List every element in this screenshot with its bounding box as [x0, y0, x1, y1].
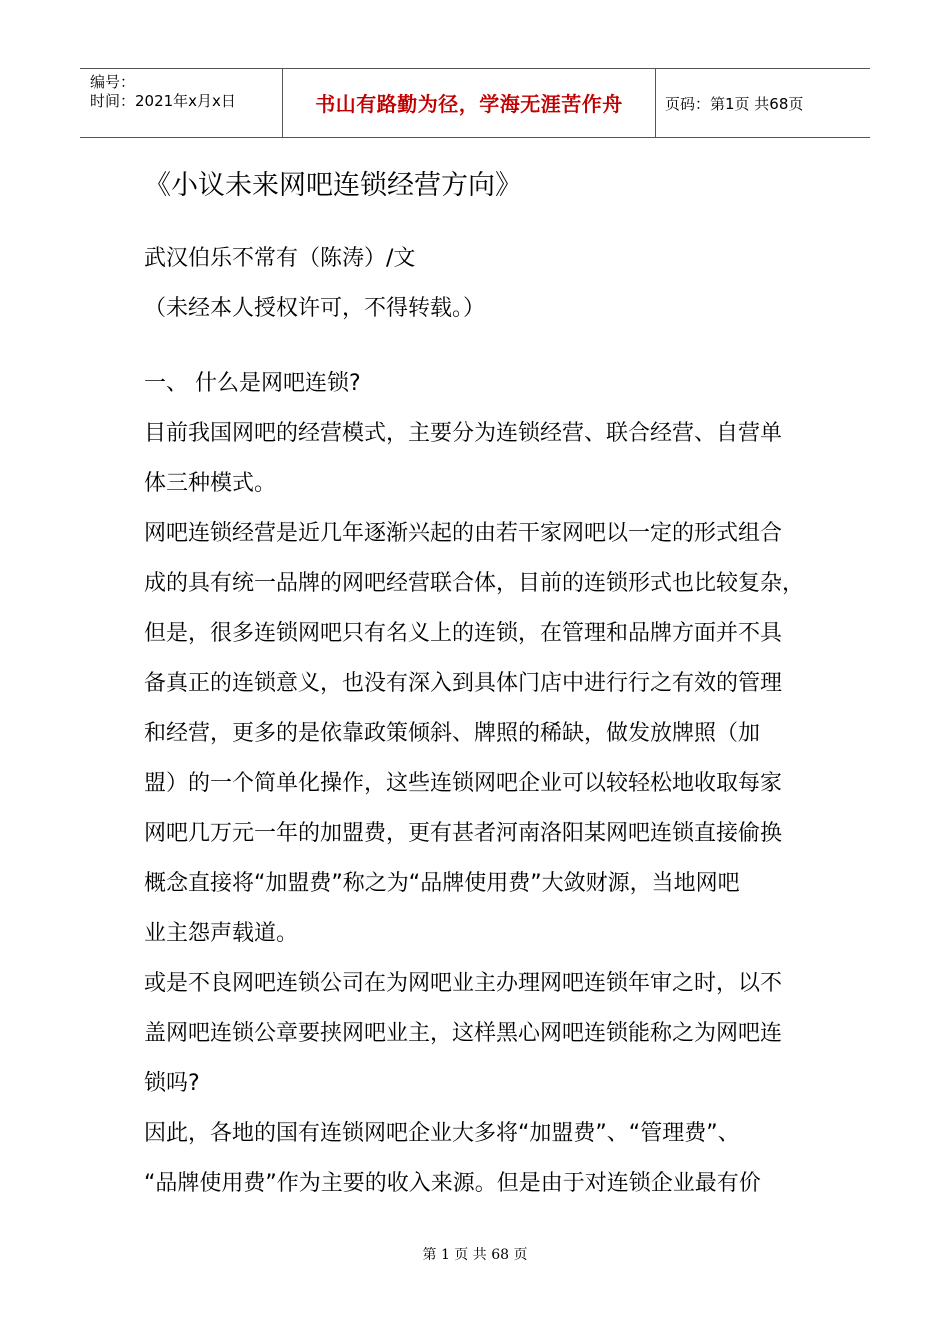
body-line: 锁吗?: [144, 1071, 200, 1096]
body-line: 因此，各地的国有连锁网吧企业大多将“加盟费”、“管理费”、: [144, 1121, 740, 1146]
body-line: “品牌使用费”作为主要的收入来源。但是由于对连锁企业最有价: [144, 1171, 761, 1196]
author-line: 武汉伯乐不常有（陈涛）/文: [144, 246, 416, 271]
body-line: 网吧几万元一年的加盟费，更有甚者河南洛阳某网吧连锁直接偷换: [144, 821, 783, 846]
body-line: 盟）的一个简单化操作，这些连锁网吧企业可以较轻松地收取每家: [144, 771, 783, 796]
body-line: 但是，很多连锁网吧只有名义上的连锁，在管理和品牌方面并不具: [144, 621, 783, 646]
document-number-label: 编号：: [90, 73, 136, 91]
body-line: 成的具有统一品牌的网吧经营联合体，目前的连锁形式也比较复杂，: [144, 571, 805, 596]
header-page-cell: [655, 69, 870, 137]
copyright-notice: （未经本人授权许可，不得转载。）: [144, 296, 486, 321]
body-line: 目前我国网吧的经营模式，主要分为连锁经营、联合经营、自营单: [144, 421, 783, 446]
body-line: 网吧连锁经营是近几年逐渐兴起的由若干家网吧以一定的形式组合: [144, 521, 783, 546]
header-motto: 书山有路勤为径，学海无涯苦作舟: [315, 92, 623, 116]
header-motto-cell: [282, 69, 656, 137]
document-title: 《小议未来网吧连锁经营方向》: [144, 170, 522, 201]
body-line: 概念直接将“加盟费”称之为“品牌使用费”大敛财源，当地网吧: [144, 871, 740, 896]
document-header: [80, 68, 870, 138]
header-page-info: 页码：第1页 共68页: [665, 95, 804, 113]
section-heading: 一、 什么是网吧连锁?: [144, 371, 361, 396]
page-footer: 第 1 页 共 68 页: [422, 1247, 528, 1263]
body-line: 和经营，更多的是依靠政策倾斜、牌照的稀缺，做发放牌照（加: [144, 721, 761, 746]
body-line: 盖网吧连锁公章要挟网吧业主，这样黑心网吧连锁能称之为网吧连: [144, 1021, 783, 1046]
body-line: 或是不良网吧连锁公司在为网吧业主办理网吧连锁年审之时，以不: [144, 971, 783, 996]
header-meta-cell: [80, 69, 282, 137]
body-line: 体三种模式。: [144, 471, 277, 496]
document-date-label: 时间：2021年x月x日: [90, 92, 236, 110]
body-line: 业主怨声载道。: [144, 921, 299, 946]
body-line: 备真正的连锁意义，也没有深入到具体门店中进行行之有效的管理: [144, 671, 783, 696]
